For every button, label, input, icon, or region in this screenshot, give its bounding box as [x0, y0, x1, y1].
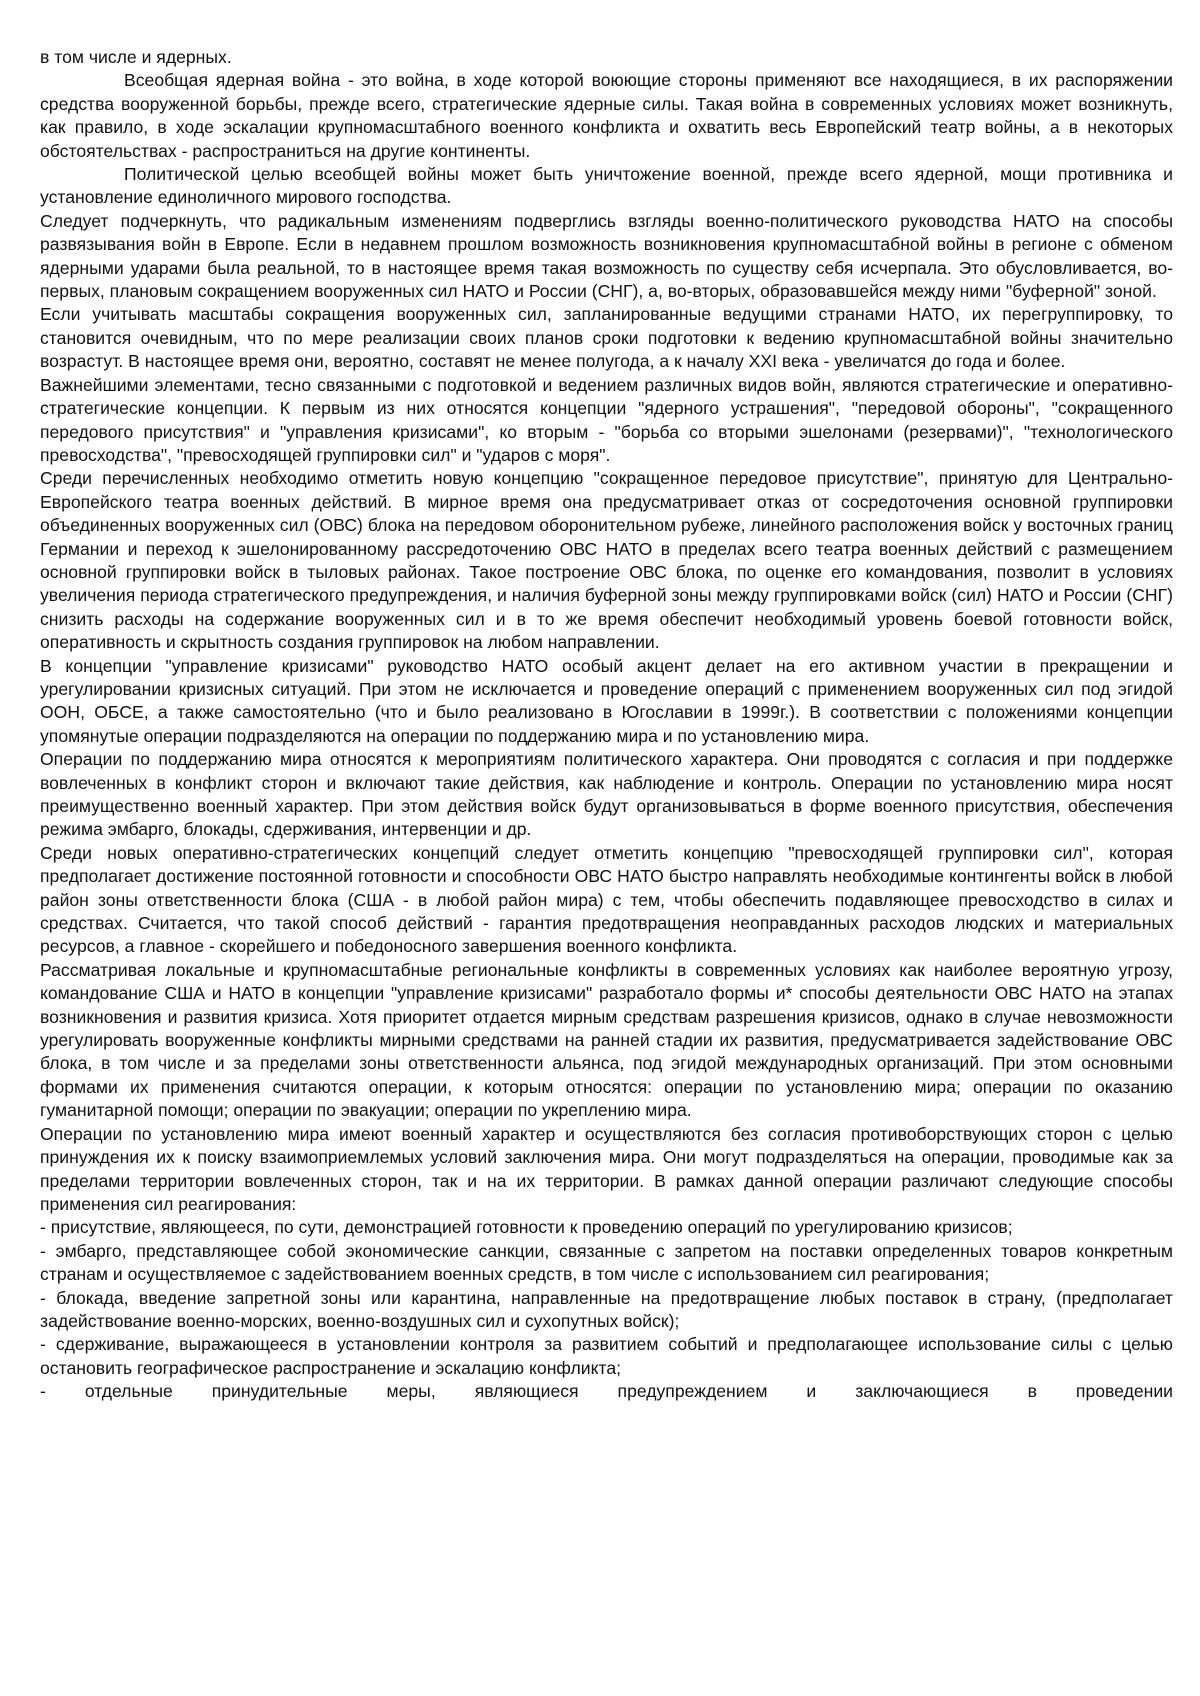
- paragraph-crisis-management: В концепции "управление кризисами" руководство НАТО особый акцент делает на его активном участии в прекращении и урегулировании кризисных ситуаций. При этом не исключается и проведение операций с применением вооруженных сил под эгидой ООН, ОБСЕ, а также самостоятельно (что и было реализовано в Югославии в 1999г.). В соответствии с положениями концепции упомянутые операции подразделяются на операции по поддержанию мира и по установлению мира.: [40, 655, 1173, 746]
- paragraph-peacekeeping: Операции по поддержанию мира относятся к мероприятиям политического характера. Они проводятся с согласия и при поддержке вовлеченных в конфликт сторон и включают такие действия, как наблюдение и контроль. Операции по установлению мира носят преимущественно военный характер. При этом действия войск будут организовываться в форме военного присутствия, обеспечения режима эмбарго, блокады, сдерживания, интервенции и др.: [40, 749, 1173, 840]
- list-item-presence: - присутствие, являющееся, по сути, демонстрацией готовности к проведению операций по урегулированию кризисов;: [40, 1217, 1013, 1238]
- paragraph-total-nuclear-war: Всеобщая ядерная война - это война, в ходе которой воюющие стороны применяют все находящиеся, в их распоряжении средства вооруженной борьбы, прежде всего, стратегические ядерные силы. Такая война в современных условиях может возникнуть, как правило, в ходе эскалации крупномасштабного военного конфликта и охватить весь Европейский театр войны, а в некоторых обстоятельствах - распространиться на другие континенты.: [40, 70, 1173, 161]
- paragraph-concepts: Важнейшими элементами, тесно связанными с подготовкой и ведением различных видов войн, являются стратегические и оперативно-стратегические концепции. К первым из них относятся концепции "ядерного устрашения", "передовой обороны", "сокращенного передового присутствия" и "управления кризисами", ко вторым - "борьба со вторыми эшелонами (резервами)", "технологического превосходства", "превосходящей группировки сил" и "ударов с моря".: [40, 374, 1173, 465]
- paragraph-political-goal: Политической целью всеобщей войны может быть уничтожение военной, прежде всего ядерной, мощи противника и установление единоличного мирового господства.: [40, 164, 1173, 208]
- list-item-coercive-measures: - отдельные принудительные меры, являющиеся предупреждением и заключающиеся в проведении: [40, 1381, 1173, 1402]
- paragraph-forward-presence: Среди перечисленных необходимо отметить новую концепцию "сокращенное передовое присутствие", принятую для Центрально-Европейского театра военных действий. В мирное время она предусматривает отказ от сосредоточения основной группировки объединенных вооруженных сил (ОВС) блока на передовом оборонительном рубеже, линейного расположения войск у восточных границ Германии и переход к эшелонированному рассредоточению ОВС НАТО в пределах всего театра военных действий с размещением основной группировки войск в тыловых районах. Такое построение ОВС блока, по оценке его командования, позволит в условиях увеличения периода стратегического предупреждения, и наличия буферной зоны между группировками войск (сил) НАТО и России (СНГ) снизить расходы на содержание вооруженных сил и в то же время обеспечит необходимый уровень боевой готовности войск, оперативность и скрытность создания группировок на любом направлении.: [40, 468, 1173, 653]
- list-item-blockade: - блокада, введение запретной зоны или карантина, направленные на предотвращение любых поставок в страну, (предполагает задействование военно-морских, военно-воздушных сил и сухопутных войск);: [40, 1287, 1173, 1331]
- paragraph-peace-enforcement: Операции по установлению мира имеют военный характер и осуществляются без согласия противоборствующих сторон с целью принуждения их к поиску взаимоприемлемых условий заключения мира. Они могут подразделяться на операции, проводимые как за пределами территории вовлеченных сторон, так и на их территории. В рамках данной операции различают следующие способы применения сил реагирования:: [40, 1123, 1173, 1214]
- list-item-embargo: - эмбарго, представляющее собой экономические санкции, связанные с запретом на поставки определенных товаров конкретным странам и осуществляемое с задействованием военных средств, в том числе с использованием сил реагирования;: [40, 1240, 1173, 1285]
- paragraph-nato-views: Следует подчеркнуть, что радикальным изменениям подверглись взгляды военно-политического руководства НАТО на способы развязывания войн в Европе. Если в недавнем прошлом возможность возникновения крупномасштабной войны в регионе с обменом ядерными ударами была реальной, то в настоящее время такая возможность по существу себя исчерпала. Это обусловливается, во-первых, плановым сокращением вооруженных сил НАТО и России (СНГ), а, во-вторых, образовавшейся между ними "буферной" зоной.: [40, 210, 1173, 302]
- paragraph-force-reduction: Если учитывать масштабы сокращения вооруженных сил, запланированные ведущими странами НАТО, их перегруппировку, то становится очевидным, что по мере реализации своих планов сроки подготовки к ведению крупномасштабной войны значительно возрастут. В настоящее время они, вероятно, составят не менее полугода, а к началу XXI века - увеличатся до года и более.: [40, 304, 1173, 372]
- paragraph-continuation: в том числе и ядерных.: [40, 47, 232, 67]
- paragraph-regional-conflicts: Рассматривая локальные и крупномасштабные региональные конфликты в современных условиях как наиболее вероятную угрозу, командование США и НАТО в концепции "управление кризисами" разработало формы и* способы деятельности ОВС НАТО на этапах возникновения и развития кризиса. Хотя приоритет отдается мирным средствам разрешения кризисов, однако в случае невозможности урегулировать вооруженные конфликты мирными средствами на ранней стадии их развития, предусматривается задействование ОВС блока, в том числе и за пределами зоны ответственности альянса, под эгидой международных организаций. При этом основными формами их применения считаются операции, к которым относятся: операции по установлению мира; операции по оказанию гуманитарной помощи; операции по эвакуации; операции по укреплению мира.: [40, 959, 1173, 1121]
- list-item-containment: - сдерживание, выражающееся в установлении контроля за развитием событий и предполагающее использование силы с целью остановить географическое распространение и эскалацию конфликта;: [40, 1334, 1173, 1378]
- paragraph-superior-grouping: Среди новых оперативно-стратегических концепций следует отметить концепцию "превосходящей группировки сил", которая предполагает достижение постоянной готовности и способности ОВС НАТО быстро направлять необходимые контингенты войск в любой район зоны ответственности блока (США - в любой район мира) с тем, чтобы обеспечить подавляющее превосходство в силах и средствах. Считается, что такой способ действий - гарантия предотвращения неоправданных расходов людских и материальных ресурсов, а главное - скорейшего и победоносного завершения военного конфликта.: [40, 842, 1173, 957]
- document-page: [40, 46, 1173, 1404]
